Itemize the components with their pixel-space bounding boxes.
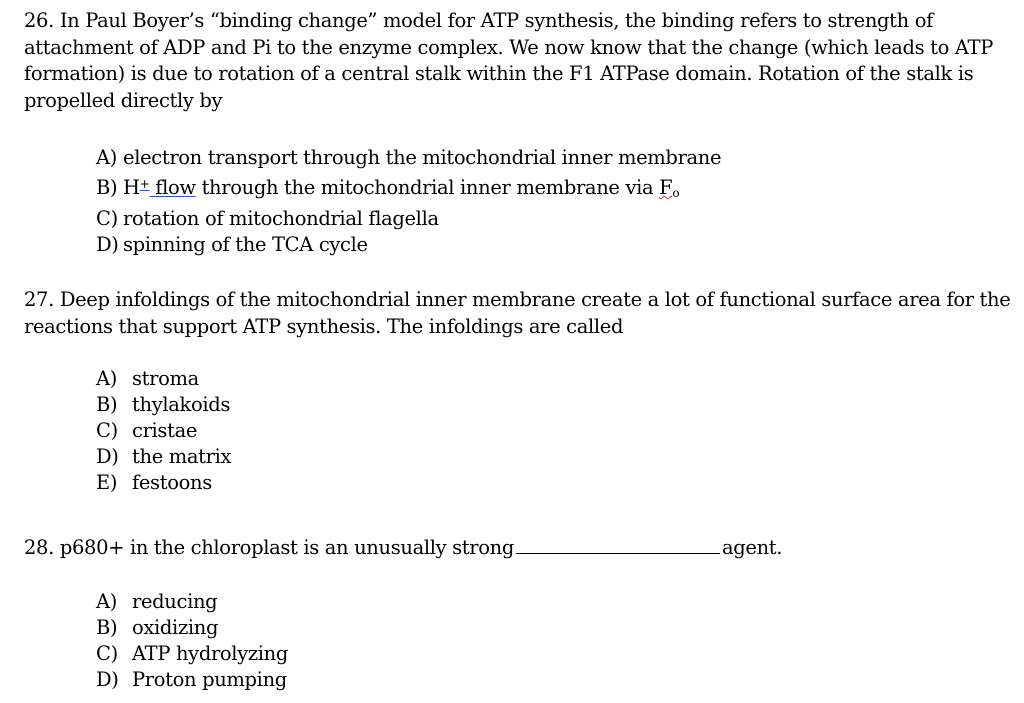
option-letter: A)	[96, 146, 117, 169]
document-page	[24, 8, 1014, 693]
option-text-h: H	[123, 176, 140, 199]
option-text: stroma	[132, 367, 199, 390]
question-27-option-a	[96, 366, 1014, 392]
question-28-stem	[24, 535, 1014, 562]
option-text-fo	[659, 176, 679, 199]
question-28-text-after: agent.	[721, 536, 783, 559]
option-letter: B)	[96, 393, 118, 416]
option-letter: C)	[96, 641, 118, 665]
question-27-option-b	[96, 392, 1014, 418]
option-letter: D)	[96, 233, 119, 256]
option-text: cristae	[132, 419, 198, 442]
question-27-options	[96, 366, 1014, 496]
option-letter: E)	[96, 471, 118, 494]
option-letter: C)	[96, 207, 118, 230]
question-26-stem	[24, 8, 1014, 114]
option-text: festoons	[132, 471, 212, 494]
question-28-number: 28.	[24, 536, 54, 559]
question-27-text: Deep infoldings of the mitochondrial inner membrane create a lot of functional surface area for the reactions that support ATP synthesis. The infoldings are called	[24, 288, 1011, 338]
option-text: ATP hydrolyzing	[132, 641, 289, 665]
question-26-text: In Paul Boyer’s “binding change” model for ATP synthesis, the binding refers to strength of attachment of ADP and Pi to the enzyme complex. We now know that the change (which leads to ATP formation) is due to rotation of a central stalk within the F1 ATPase domain. Rotation of the stalk is propelled directly by	[24, 9, 993, 112]
question-28-option-a	[96, 589, 1014, 615]
question-26-option-d	[96, 232, 1014, 258]
question-27-option-c	[96, 418, 1014, 444]
option-letter: C)	[96, 419, 118, 442]
option-letter: D)	[96, 667, 119, 691]
question-28	[24, 535, 1014, 693]
question-26	[24, 8, 1014, 258]
option-text: spinning of the TCA cycle	[123, 233, 368, 256]
question-28-option-d	[96, 667, 1014, 693]
question-27-option-d	[96, 444, 1014, 470]
option-text-superscript: +	[139, 177, 150, 191]
question-26-number: 26.	[24, 9, 54, 32]
option-text: the matrix	[132, 445, 232, 468]
question-27-option-e	[96, 470, 1014, 496]
question-28-option-b	[96, 615, 1014, 641]
question-26-option-b	[96, 171, 1014, 206]
option-letter: B)	[96, 176, 118, 199]
option-text: electron transport through the mitochondrial inner membrane	[123, 146, 722, 169]
option-text: reducing	[132, 589, 218, 613]
question-26-option-c	[96, 206, 1014, 232]
question-26-option-a	[96, 145, 1014, 171]
option-text-underlined: flow	[149, 176, 196, 199]
option-text-middle: through the mitochondrial inner membrane via	[195, 176, 660, 199]
option-letter: D)	[96, 445, 119, 468]
option-letter: B)	[96, 615, 118, 639]
question-27	[24, 287, 1014, 496]
option-text-subscript: o	[672, 186, 680, 200]
question-28-text-before: p680+ in the chloroplast is an unusually strong	[59, 536, 514, 559]
question-28-options	[96, 589, 1014, 693]
option-text: Proton pumping	[132, 667, 287, 691]
option-letter: A)	[96, 589, 117, 613]
option-text: rotation of mitochondrial flagella	[123, 207, 439, 230]
question-28-option-c	[96, 641, 1014, 667]
question-26-options	[96, 145, 1014, 258]
option-text: oxidizing	[132, 615, 219, 639]
option-text: thylakoids	[132, 393, 231, 416]
fill-in-blank	[516, 537, 720, 554]
option-text-f: F	[659, 176, 673, 199]
option-letter: A)	[96, 367, 117, 390]
question-27-number: 27.	[24, 288, 54, 311]
question-27-stem	[24, 287, 1014, 340]
